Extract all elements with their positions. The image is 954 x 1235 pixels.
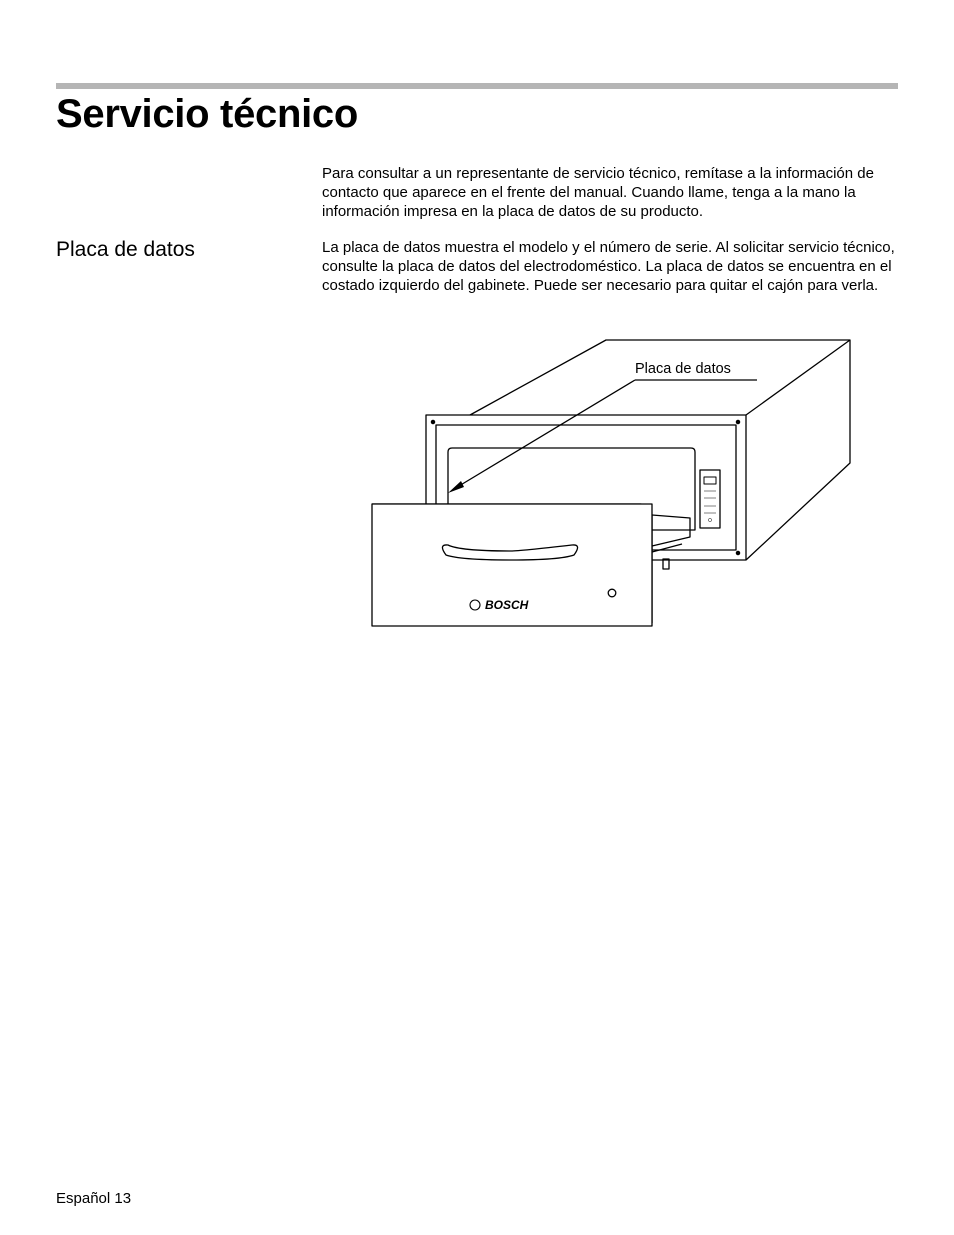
page-footer: Español 13 <box>56 1190 132 1207</box>
title-rule <box>56 83 898 89</box>
page-title: Servicio técnico <box>56 92 358 136</box>
warming-drawer-icon <box>360 330 860 640</box>
rating-plate-paragraph: La placa de datos muestra el modelo y el número de serie. Al solicitar servicio técnico, consulte la placa de datos del electrodoméstico. La placa de datos se encuentra en el costado izquierdo del gabinete. Puede ser necesario para quitar el cajón para verla. <box>322 239 895 295</box>
intro-paragraph: Para consultar a un representante de servicio técnico, remítase a la información de contacto que aparece en el frente del manual. Cuando llame, tenga a la mano la información impresa en la placa de datos de su producto. <box>322 165 874 221</box>
warming-drawer-illustration <box>360 330 860 640</box>
section-heading-rating-plate: Placa de datos <box>56 238 195 261</box>
figure-callout-label: Placa de datos <box>635 361 731 377</box>
brand-logo: BOSCH <box>485 598 529 612</box>
